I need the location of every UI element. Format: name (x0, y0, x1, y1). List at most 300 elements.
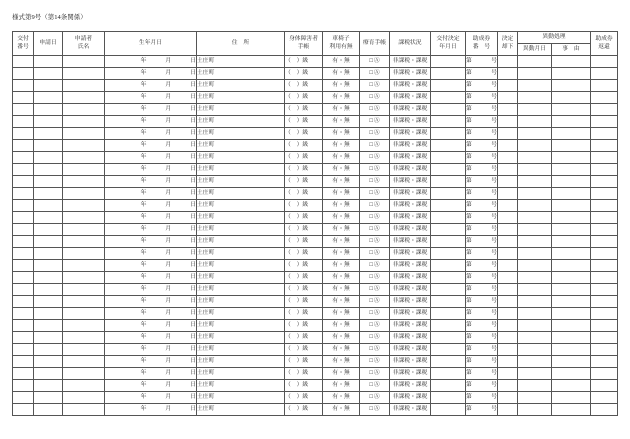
transfer-date-cell (518, 116, 552, 128)
coupon-no-cell (466, 80, 498, 92)
disability-book-cell (285, 404, 323, 416)
coupon-return-cell (591, 200, 618, 212)
decision-date-cell (431, 104, 466, 116)
transfer-date-cell (518, 212, 552, 224)
address-cell (197, 344, 285, 356)
receipt-no-cell (13, 56, 34, 68)
header-birth-date: 生年月日 (105, 32, 197, 56)
transfer-date-cell (518, 56, 552, 68)
tax-status-cell (390, 380, 431, 392)
application-date-cell (34, 212, 63, 224)
birth-day-label: 日 (190, 334, 196, 340)
address-text: 土庄町 (197, 394, 215, 400)
tax-status-options: 非課税・課税 (392, 202, 428, 208)
address-cell (197, 212, 285, 224)
tax-status-cell (390, 152, 431, 164)
disability-book-cell (285, 380, 323, 392)
tax-status-cell (390, 308, 431, 320)
birth-day-label: 日 (190, 238, 196, 244)
ryoiku-grade-mark: Ⓐ (373, 250, 380, 256)
wheelchair-cell (323, 380, 360, 392)
coupon-no-suffix: 号 (491, 406, 497, 412)
coupon-return-cell (591, 368, 618, 380)
ryoiku-book-cell (360, 212, 390, 224)
applicant-name-cell (63, 380, 105, 392)
transfer-reason-cell (552, 92, 591, 104)
ryoiku-checkbox: □ (369, 130, 373, 136)
ledger-row (13, 116, 618, 128)
birth-year-label: 年 (140, 238, 147, 244)
ryoiku-grade-mark: Ⓐ (373, 202, 380, 208)
receipt-no-cell (13, 68, 34, 80)
disability-grade-text: （ ）級 (285, 238, 309, 244)
ledger-row (13, 140, 618, 152)
wheelchair-options: 有・無 (332, 202, 350, 208)
applicant-name-cell (63, 224, 105, 236)
birth-month-label: 月 (165, 346, 172, 352)
birth-month-label: 月 (165, 94, 172, 100)
birth-year-label: 年 (140, 226, 147, 232)
ryoiku-checkbox: □ (369, 178, 373, 184)
ryoiku-checkbox: □ (369, 334, 373, 340)
receipt-no-cell (13, 272, 34, 284)
birth-day-label: 日 (190, 118, 196, 124)
decision-date-cell (431, 284, 466, 296)
ryoiku-book-cell (360, 248, 390, 260)
transfer-date-cell (518, 392, 552, 404)
address-cell (197, 116, 285, 128)
disability-book-cell (285, 176, 323, 188)
coupon-no-cell (466, 116, 498, 128)
receipt-no-cell (13, 188, 34, 200)
coupon-no-suffix: 号 (491, 214, 497, 220)
ledger-row (13, 356, 618, 368)
ryoiku-checkbox: □ (369, 310, 373, 316)
coupon-no-cell (466, 260, 498, 272)
ledger-body (13, 56, 618, 416)
disability-book-cell (285, 140, 323, 152)
ryoiku-checkbox: □ (369, 202, 373, 208)
disability-book-cell (285, 80, 323, 92)
ryoiku-book-cell (360, 104, 390, 116)
transfer-date-cell (518, 356, 552, 368)
tax-status-options: 非課税・課税 (392, 394, 428, 400)
coupon-return-cell (591, 212, 618, 224)
ledger-row (13, 212, 618, 224)
disability-book-cell (285, 308, 323, 320)
disability-book-cell (285, 116, 323, 128)
application-date-cell (34, 356, 63, 368)
coupon-no-suffix: 号 (491, 286, 497, 292)
header-ryoiku-book: 療育手帳 (360, 32, 390, 56)
birth-day-label: 日 (190, 70, 196, 76)
transfer-date-cell (518, 284, 552, 296)
ryoiku-checkbox: □ (369, 58, 373, 64)
coupon-no-cell (466, 188, 498, 200)
coupon-return-cell (591, 104, 618, 116)
ledger-header (13, 32, 618, 56)
birth-day-label: 日 (190, 142, 196, 148)
coupon-no-suffix: 号 (491, 166, 497, 172)
disability-book-cell (285, 104, 323, 116)
application-date-cell (34, 308, 63, 320)
coupon-no-prefix: 第 (466, 250, 472, 256)
transfer-date-cell (518, 92, 552, 104)
ryoiku-book-cell (360, 308, 390, 320)
coupon-no-prefix: 第 (466, 82, 472, 88)
address-cell (197, 404, 285, 416)
coupon-no-suffix: 号 (491, 130, 497, 136)
coupon-no-cell (466, 140, 498, 152)
ryoiku-grade-mark: Ⓐ (373, 166, 380, 172)
address-cell (197, 308, 285, 320)
ledger-row (13, 80, 618, 92)
application-date-cell (34, 368, 63, 380)
address-text: 土庄町 (197, 142, 215, 148)
coupon-no-cell (466, 308, 498, 320)
applicant-name-cell (63, 92, 105, 104)
wheelchair-cell (323, 224, 360, 236)
ryoiku-book-cell (360, 332, 390, 344)
address-cell (197, 272, 285, 284)
disability-grade-text: （ ）級 (285, 286, 309, 292)
tax-status-cell (390, 392, 431, 404)
address-text: 土庄町 (197, 58, 215, 64)
birth-date-cell (105, 116, 197, 128)
coupon-no-prefix: 第 (466, 394, 472, 400)
ryoiku-checkbox: □ (369, 394, 373, 400)
application-date-cell (34, 236, 63, 248)
birth-day-label: 日 (190, 250, 196, 256)
disability-grade-text: （ ）級 (285, 298, 309, 304)
ryoiku-grade-mark: Ⓐ (373, 82, 380, 88)
birth-date-cell (105, 224, 197, 236)
coupon-no-cell (466, 104, 498, 116)
receipt-no-cell (13, 344, 34, 356)
ledger-row (13, 260, 618, 272)
coupon-no-prefix: 第 (466, 262, 472, 268)
receipt-no-cell (13, 320, 34, 332)
birth-date-cell (105, 164, 197, 176)
birth-day-label: 日 (190, 394, 196, 400)
decision-cell (498, 392, 518, 404)
birth-year-label: 年 (140, 166, 147, 172)
application-date-cell (34, 380, 63, 392)
transfer-date-cell (518, 248, 552, 260)
wheelchair-options: 有・無 (332, 238, 350, 244)
coupon-return-cell (591, 404, 618, 416)
ryoiku-checkbox: □ (369, 358, 373, 364)
ryoiku-grade-mark: Ⓐ (373, 322, 380, 328)
decision-cell (498, 224, 518, 236)
ryoiku-book-cell (360, 272, 390, 284)
ryoiku-checkbox: □ (369, 322, 373, 328)
applicant-name-cell (63, 368, 105, 380)
coupon-no-prefix: 第 (466, 154, 472, 160)
decision-cell (498, 404, 518, 416)
coupon-no-prefix: 第 (466, 286, 472, 292)
transfer-date-cell (518, 80, 552, 92)
ryoiku-grade-mark: Ⓐ (373, 262, 380, 268)
transfer-reason-cell (552, 164, 591, 176)
coupon-no-cell (466, 248, 498, 260)
tax-status-options: 非課税・課税 (392, 286, 428, 292)
applicant-name-cell (63, 200, 105, 212)
decision-date-cell (431, 380, 466, 392)
birth-day-label: 日 (190, 298, 196, 304)
birth-year-label: 年 (140, 154, 147, 160)
transfer-date-cell (518, 224, 552, 236)
ledger-row (13, 152, 618, 164)
disability-grade-text: （ ）級 (285, 130, 309, 136)
wheelchair-cell (323, 200, 360, 212)
applicant-name-cell (63, 308, 105, 320)
decision-date-cell (431, 392, 466, 404)
tax-status-options: 非課税・課税 (392, 82, 428, 88)
tax-status-cell (390, 272, 431, 284)
receipt-no-cell (13, 380, 34, 392)
coupon-no-suffix: 号 (491, 238, 497, 244)
disability-book-cell (285, 164, 323, 176)
birth-month-label: 月 (165, 286, 172, 292)
birth-month-label: 月 (165, 190, 172, 196)
transfer-reason-cell (552, 344, 591, 356)
ryoiku-grade-mark: Ⓐ (373, 310, 380, 316)
header-wheelchair: 車椅子 利用有無 (323, 32, 360, 56)
ledger-row (13, 164, 618, 176)
receipt-no-cell (13, 260, 34, 272)
birth-date-cell (105, 332, 197, 344)
tax-status-options: 非課税・課税 (392, 238, 428, 244)
birth-year-label: 年 (140, 178, 147, 184)
tax-status-cell (390, 368, 431, 380)
decision-cell (498, 296, 518, 308)
disability-grade-text: （ ）級 (285, 262, 309, 268)
disability-grade-text: （ ）級 (285, 406, 309, 412)
transfer-reason-cell (552, 320, 591, 332)
wheelchair-cell (323, 116, 360, 128)
decision-date-cell (431, 404, 466, 416)
disability-book-cell (285, 356, 323, 368)
birth-date-cell (105, 368, 197, 380)
wheelchair-cell (323, 404, 360, 416)
birth-year-label: 年 (140, 82, 147, 88)
birth-date-cell (105, 284, 197, 296)
transfer-reason-cell (552, 272, 591, 284)
coupon-no-prefix: 第 (466, 142, 472, 148)
decision-date-cell (431, 152, 466, 164)
ryoiku-book-cell (360, 320, 390, 332)
birth-date-cell (105, 308, 197, 320)
disability-grade-text: （ ）級 (285, 226, 309, 232)
decision-date-cell (431, 224, 466, 236)
ryoiku-grade-mark: Ⓐ (373, 274, 380, 280)
ryoiku-checkbox: □ (369, 274, 373, 280)
transfer-reason-cell (552, 404, 591, 416)
address-cell (197, 332, 285, 344)
decision-cell (498, 332, 518, 344)
ledger-row (13, 188, 618, 200)
coupon-no-prefix: 第 (466, 238, 472, 244)
ledger-row (13, 176, 618, 188)
transfer-date-cell (518, 140, 552, 152)
decision-cell (498, 128, 518, 140)
transfer-date-cell (518, 200, 552, 212)
birth-year-label: 年 (140, 250, 147, 256)
wheelchair-cell (323, 152, 360, 164)
birth-date-cell (105, 200, 197, 212)
decision-cell (498, 188, 518, 200)
coupon-no-cell (466, 320, 498, 332)
disability-book-cell (285, 344, 323, 356)
applicant-name-cell (63, 212, 105, 224)
receipt-no-cell (13, 356, 34, 368)
birth-month-label: 月 (165, 226, 172, 232)
application-date-cell (34, 284, 63, 296)
disability-book-cell (285, 296, 323, 308)
coupon-no-suffix: 号 (491, 310, 497, 316)
coupon-no-cell (466, 368, 498, 380)
transfer-date-cell (518, 188, 552, 200)
coupon-no-cell (466, 224, 498, 236)
birth-year-label: 年 (140, 322, 147, 328)
birth-date-cell (105, 128, 197, 140)
applicant-name-cell (63, 332, 105, 344)
wheelchair-options: 有・無 (332, 274, 350, 280)
birth-day-label: 日 (190, 370, 196, 376)
birth-day-label: 日 (190, 106, 196, 112)
ryoiku-grade-mark: Ⓐ (373, 406, 380, 412)
wheelchair-cell (323, 344, 360, 356)
transfer-date-cell (518, 236, 552, 248)
coupon-return-cell (591, 392, 618, 404)
birth-day-label: 日 (190, 202, 196, 208)
coupon-return-cell (591, 92, 618, 104)
header-disability-book: 身体障害者 手帳 (285, 32, 323, 56)
decision-date-cell (431, 296, 466, 308)
tax-status-options: 非課税・課税 (392, 298, 428, 304)
wheelchair-options: 有・無 (332, 358, 350, 364)
birth-date-cell (105, 404, 197, 416)
application-date-cell (34, 344, 63, 356)
wheelchair-options: 有・無 (332, 190, 350, 196)
ledger-row (13, 296, 618, 308)
ryoiku-book-cell (360, 344, 390, 356)
birth-day-label: 日 (190, 166, 196, 172)
birth-day-label: 日 (190, 346, 196, 352)
coupon-no-suffix: 号 (491, 94, 497, 100)
address-cell (197, 224, 285, 236)
coupon-return-cell (591, 236, 618, 248)
coupon-no-prefix: 第 (466, 310, 472, 316)
decision-date-cell (431, 248, 466, 260)
address-cell (197, 380, 285, 392)
birth-year-label: 年 (140, 190, 147, 196)
decision-date-cell (431, 344, 466, 356)
address-cell (197, 296, 285, 308)
receipt-no-cell (13, 200, 34, 212)
address-text: 土庄町 (197, 250, 215, 256)
disability-grade-text: （ ）級 (285, 370, 309, 376)
tax-status-options: 非課税・課税 (392, 322, 428, 328)
header-coupon-return: 助成券 返還 (591, 32, 618, 56)
decision-date-cell (431, 200, 466, 212)
tax-status-cell (390, 404, 431, 416)
coupon-no-prefix: 第 (466, 58, 472, 64)
tax-status-options: 非課税・課税 (392, 382, 428, 388)
disability-book-cell (285, 200, 323, 212)
wheelchair-options: 有・無 (332, 214, 350, 220)
ledger-row (13, 404, 618, 416)
address-text: 土庄町 (197, 214, 215, 220)
tax-status-options: 非課税・課税 (392, 262, 428, 268)
coupon-no-prefix: 第 (466, 178, 472, 184)
disability-book-cell (285, 56, 323, 68)
address-text: 土庄町 (197, 238, 215, 244)
header-transfer-date: 異動月日 (518, 44, 552, 56)
birth-year-label: 年 (140, 298, 147, 304)
wheelchair-options: 有・無 (332, 166, 350, 172)
wheelchair-cell (323, 332, 360, 344)
transfer-reason-cell (552, 332, 591, 344)
receipt-no-cell (13, 128, 34, 140)
wheelchair-cell (323, 296, 360, 308)
ryoiku-book-cell (360, 392, 390, 404)
ryoiku-grade-mark: Ⓐ (373, 214, 380, 220)
applicant-name-cell (63, 392, 105, 404)
coupon-no-suffix: 号 (491, 250, 497, 256)
decision-cell (498, 68, 518, 80)
coupon-no-cell (466, 200, 498, 212)
tax-status-options: 非課税・課税 (392, 130, 428, 136)
disability-grade-text: （ ）級 (285, 190, 309, 196)
applicant-name-cell (63, 284, 105, 296)
disability-grade-text: （ ）級 (285, 274, 309, 280)
disability-book-cell (285, 68, 323, 80)
coupon-no-suffix: 号 (491, 382, 497, 388)
birth-month-label: 月 (165, 310, 172, 316)
coupon-no-prefix: 第 (466, 226, 472, 232)
birth-year-label: 年 (140, 406, 147, 412)
address-text: 土庄町 (197, 334, 215, 340)
address-text: 土庄町 (197, 130, 215, 136)
address-cell (197, 56, 285, 68)
birth-month-label: 月 (165, 178, 172, 184)
birth-year-label: 年 (140, 358, 147, 364)
coupon-no-prefix: 第 (466, 370, 472, 376)
coupon-return-cell (591, 332, 618, 344)
birth-month-label: 月 (165, 82, 172, 88)
coupon-no-suffix: 号 (491, 202, 497, 208)
decision-cell (498, 308, 518, 320)
wheelchair-cell (323, 164, 360, 176)
coupon-return-cell (591, 56, 618, 68)
wheelchair-cell (323, 284, 360, 296)
coupon-no-suffix: 号 (491, 154, 497, 160)
ryoiku-book-cell (360, 188, 390, 200)
disability-book-cell (285, 272, 323, 284)
wheelchair-options: 有・無 (332, 286, 350, 292)
ryoiku-book-cell (360, 92, 390, 104)
ledger-row (13, 344, 618, 356)
birth-date-cell (105, 68, 197, 80)
coupon-no-suffix: 号 (491, 358, 497, 364)
tax-status-cell (390, 212, 431, 224)
disability-book-cell (285, 260, 323, 272)
birth-date-cell (105, 356, 197, 368)
birth-date-cell (105, 380, 197, 392)
decision-cell (498, 284, 518, 296)
